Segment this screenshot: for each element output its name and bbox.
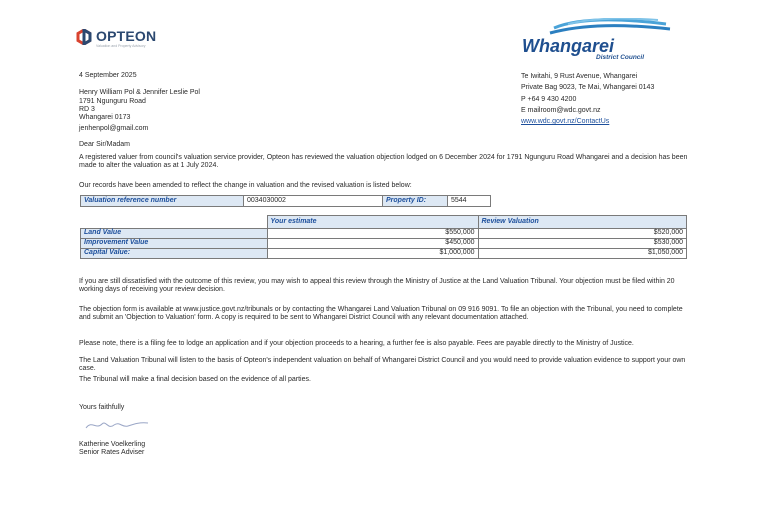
council-website-link[interactable]: www.wdc.govt.nz/ContactUs (521, 118, 610, 125)
estimate-value: $450,000 (267, 238, 478, 248)
paragraph-4: The objection form is available at www.justice.govt.nz/tribunals or by contacting the Whangarei Land Valuation Tribunal on 09 916 9091. To file an objection with the Tribunal, you need to complete and submit an 'Objection to Valuation' form. A copy is required to be sent to Whangarei District Council with any relevant documentation attached. (79, 306, 683, 321)
opteon-logo-text: OPTEON (96, 28, 157, 44)
recipient-email: jenhenpol@gmail.com (79, 125, 149, 132)
paragraph-6: The Land Valuation Tribunal will listen to the basis of Opteon's independent valuation on behalf of Whangarei District Council and you would need to provide valuation evidence to support your own case. (79, 357, 686, 372)
paragraph-2: Our records have been amended to reflect the change in valuation and the revised valuation is listed below: (79, 182, 412, 189)
row-label: Improvement Value (81, 238, 268, 248)
review-value: $520,000 (478, 228, 687, 238)
valuation-table (80, 215, 687, 259)
col-review-valuation: Review Valuation (478, 216, 687, 229)
recipient-street: 1791 Ngunguru Road (79, 98, 146, 105)
row-label: Capital Value: (81, 248, 268, 258)
review-value: $1,050,000 (478, 248, 687, 258)
table-row (81, 248, 687, 258)
signer-name: Katherine Voelkerling (79, 441, 146, 448)
col-your-estimate: Your estimate (267, 216, 478, 229)
opteon-logo-mark (76, 29, 92, 45)
recipient-rd: RD 3 (79, 106, 95, 113)
paragraph-7: The Tribunal will make a final decision based on the evidence of all parties. (79, 376, 311, 383)
paragraph-5: Please note, there is a filing fee to lodge an application and if your objection proceeds to a hearing, a further fee is also payable. Fees are payable directly to the Ministry of Justice. (79, 340, 634, 347)
ref-value: 0034030002 (244, 196, 383, 207)
council-phone: P +64 9 430 4200 (521, 96, 577, 103)
review-value: $530,000 (478, 238, 687, 248)
reference-table (80, 195, 491, 207)
council-logo-waves (548, 18, 672, 36)
table-corner (81, 216, 268, 229)
recipient-city: Whangarei 0173 (79, 114, 131, 121)
property-id-label: Property ID: (383, 196, 448, 207)
estimate-value: $550,000 (267, 228, 478, 238)
paragraph-1: A registered valuer from council's valuation service provider, Opteon has reviewed the valuation objection lodged on 6 December 2024 for 1791 Ngunguru Road Whangarei and a decision has been made to alter the valuation as at 1 July 2024. (79, 154, 688, 169)
property-id-value: 5544 (448, 196, 491, 207)
council-address-line2: Private Bag 9023, Te Mai, Whangarei 0143 (521, 84, 655, 91)
table-row (81, 238, 687, 248)
signer-title: Senior Rates Adviser (79, 449, 145, 456)
ref-label: Valuation reference number (81, 196, 244, 207)
paragraph-3: If you are still dissatisfied with the outcome of this review, you may wish to appeal this review through the Ministry of Justice at the Land Valuation Tribunal. Your objection must be filed within 20 working days of receiving your review decision. (79, 278, 675, 293)
signature-image (82, 416, 152, 434)
recipient-name: Henry William Pol & Jennifer Leslie Pol (79, 89, 200, 96)
table-row (81, 228, 687, 238)
council-logo-name: Whangarei (522, 36, 615, 56)
council-address-line1: Te Iwitahi, 9 Rust Avenue, Whangarei (521, 73, 638, 80)
council-logo-subtitle: District Council (596, 54, 645, 61)
council-email: E mailroom@wdc.govt.nz (521, 107, 601, 114)
closing: Yours faithfully (79, 404, 125, 411)
letter-date: 4 September 2025 (79, 72, 137, 79)
opteon-tagline: Valuation and Property Advisory (96, 44, 146, 48)
estimate-value: $1,000,000 (267, 248, 478, 258)
salutation: Dear Sir/Madam (79, 141, 130, 148)
row-label: Land Value (81, 228, 268, 238)
